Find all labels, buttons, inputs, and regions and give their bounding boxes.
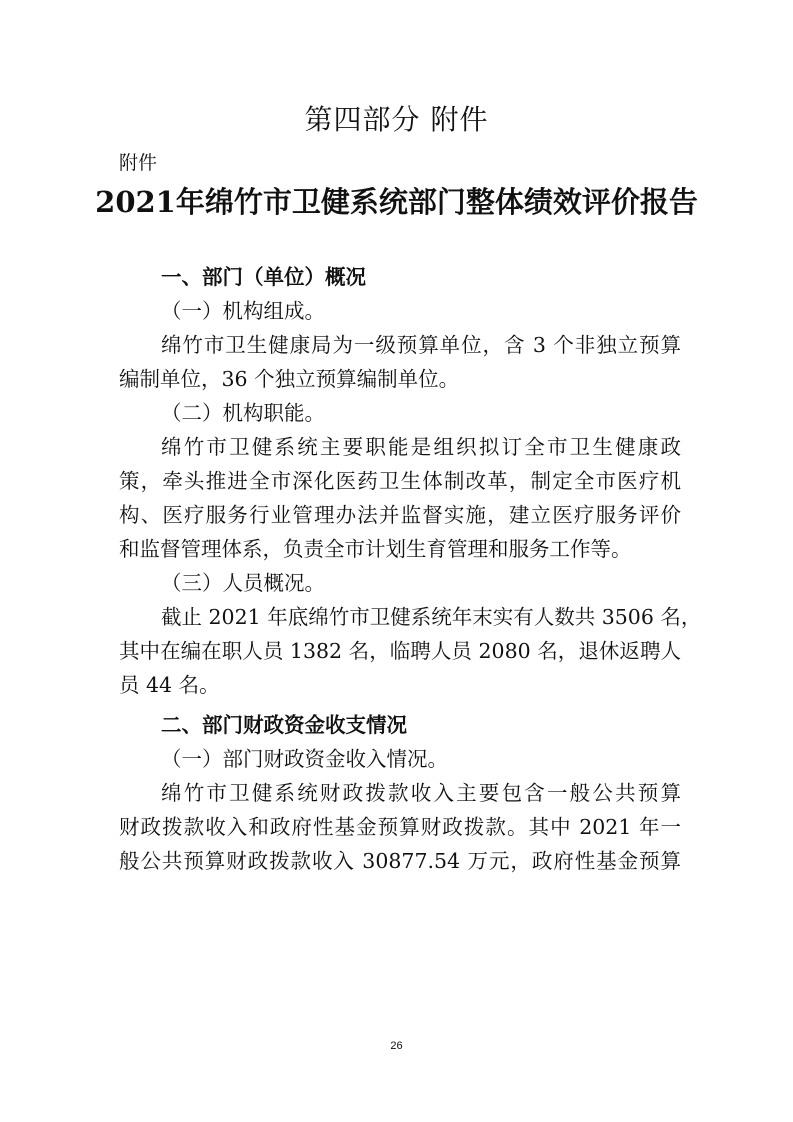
- body-line: 财政拨款收入和政府性基金预算财政拨款。其中 2021 年一: [119, 815, 681, 839]
- body-line: 和监督管理体系，负责全市计划生育管理和服务工作等。: [119, 537, 632, 561]
- body-line: 截止 2021 年底绵竹市卫健系统年末实有人数共 3506 名，: [161, 605, 702, 629]
- body-line: （一）机构组成。: [161, 299, 325, 323]
- part-title: 第四部分 附件: [304, 103, 489, 136]
- body-line: 般公共预算财政拨款收入 30877.54 万元，政府性基金预算: [119, 849, 681, 873]
- body-line: （一）部门财政资金收入情况。: [161, 747, 448, 771]
- annex-label: 附件: [119, 152, 158, 174]
- body-line: （二）机构职能。: [161, 401, 325, 425]
- report-body: [119, 260, 702, 878]
- section-heading: 一、部门（单位）概况: [161, 265, 366, 289]
- section-heading: 二、部门财政资金收支情况: [161, 713, 407, 737]
- body-line: 绵竹市卫生健康局为一级预算单位，含 3 个非独立预算: [161, 333, 681, 357]
- page-number: 26: [390, 1040, 403, 1052]
- body-line: 策，牵头推进全市深化医药卫生体制改革，制定全市医疗机: [119, 469, 681, 493]
- body-line: 绵竹市卫健系统主要职能是组织拟订全市卫生健康政: [161, 435, 681, 459]
- body-line: 编制单位，36 个独立预算编制单位。: [119, 367, 460, 391]
- report-title: 2021年绵竹市卫健系统部门整体绩效评价报告: [95, 185, 698, 219]
- body-line: 其中在编在职人员 1382 名，临聘人员 2080 名，退休返聘人: [119, 639, 681, 663]
- body-line: 构、医疗服务行业管理办法并监督实施，建立医疗服务评价: [119, 503, 681, 527]
- body-line: 绵竹市卫健系统财政拨款收入主要包含一般公共预算: [161, 781, 681, 805]
- body-line: （三）人员概况。: [161, 571, 325, 595]
- body-line: 员 44 名。: [119, 673, 220, 697]
